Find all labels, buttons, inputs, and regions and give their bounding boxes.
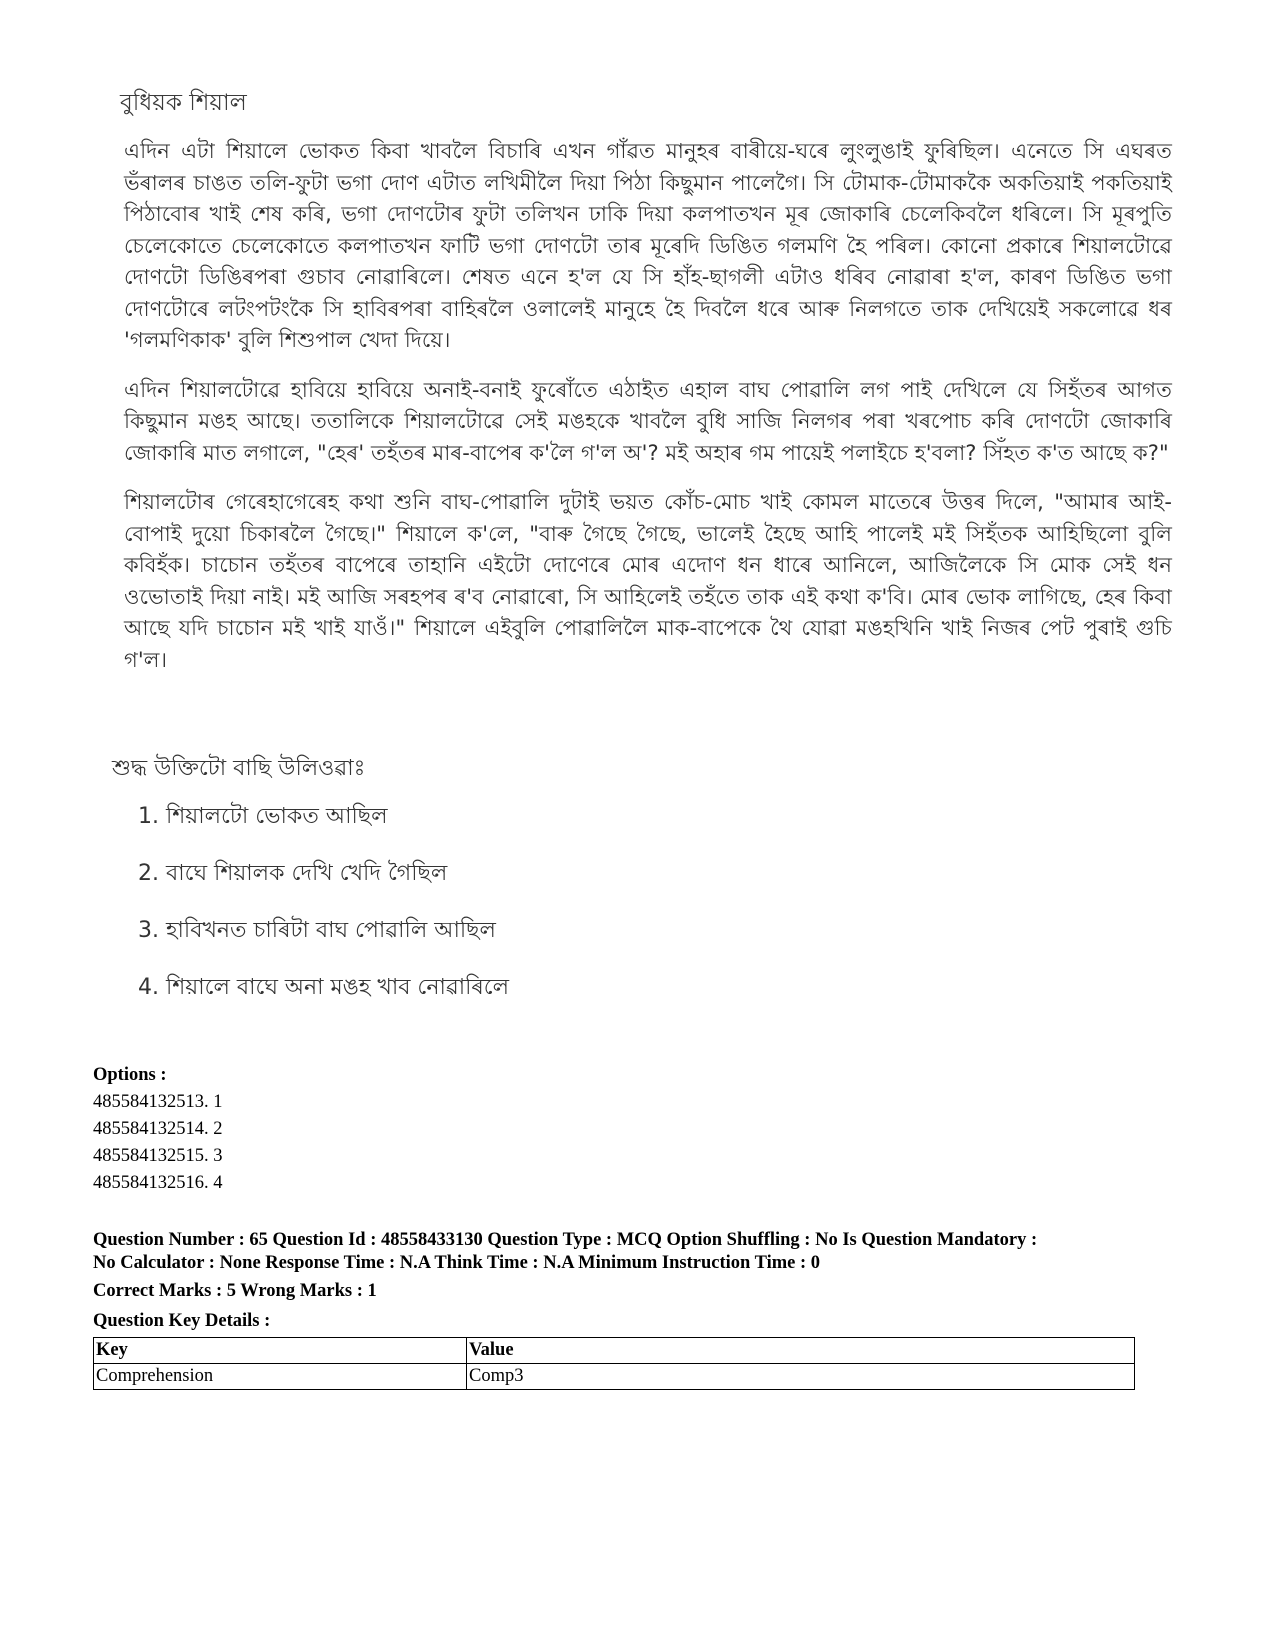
option-item: 485584132514. 2	[93, 1119, 223, 1139]
question-info-line-2: No Calculator : None Response Time : N.A Think Time : N.A Minimum Instruction Time : 0	[93, 1253, 821, 1273]
key-details-table	[93, 1337, 1135, 1390]
statement-item: 2. বাঘে শিয়ালক দেখি খেদি গৈছিল	[138, 861, 448, 886]
statement-item: 1. শিয়ালটো ভোকত আছিল	[138, 804, 388, 829]
option-item: 485584132515. 3	[93, 1146, 223, 1166]
options-label: Options :	[93, 1065, 167, 1085]
statement-list	[112, 802, 1172, 1030]
table-cell-value: Comp3	[467, 1364, 1135, 1390]
statement-item: 3. হাবিখনত চাৰিটা বাঘ পোৱালি আছিল	[138, 918, 496, 943]
story-paragraph-1: এদিন এটা শিয়ালে ভোকত কিবা খাবলৈ বিচাৰি এখন গাঁৱত মানুহৰ বাৰীয়ে-ঘৰে লুংলুঙাই ফুৰিছিল। এনেতে সি এঘৰত ভঁৰালৰ চাঙত তলি-ফুটা ভগা দোণ এটাত লখিমীলৈ দিয়া পিঠা কিছুমান পালেগৈ। সি টোমাক-টোমাককৈ অকতিয়াই পকতিয়াই পিঠাবোৰ খাই শেষ কৰি, ভগা দোণটোৰ ফুটা তলিখন ঢাকি দিয়া কলপাতখন মূৰ জোকাৰি চেলেকিবলৈ ধৰিলে। সি মূৰপুতি চেলেকোতে চেলেকোতে কলপাতখন ফাটি ভগা দোণটো তাৰ মূৰেদি ডিঙিত গলমণি হৈ পৰিল। কোনো প্ৰকাৰে শিয়ালটোৱে দোণটো ডিঙিৰপৰা গুচাব নোৱাৰিলে। শেষত এনে হ'ল যে সি হাঁহ-ছাগলী এটাও ধৰিব নোৱাৰা হ'ল, কাৰণ ডিঙিত ভগা দোণটোৰে লটংপটংকৈ সি হাবিৰপৰা বাহিৰলৈ ওলালেই মানুহে হৈ দিবলৈ ধৰে আৰু নিলগতে তাক দেখিয়েই সকলোৱে ধৰ 'গলমণিকাক' বুলি শিশুপাল খেদা দিয়ে।	[124, 139, 1172, 352]
question-prompt: শুদ্ধ উক্তিটো বাছি উলিওৱাঃ	[112, 756, 366, 781]
scanned-passage-image	[112, 88, 1172, 1030]
story-title: বুধিয়ক শিয়াল	[120, 90, 247, 116]
question-info-line-1: Question Number : 65 Question Id : 48558433130 Question Type : MCQ Option Shuffling : No Is Question Mandatory :	[93, 1230, 1038, 1250]
question-metadata	[93, 1062, 1175, 1390]
question-info	[93, 1229, 1175, 1275]
story-paragraph-3: শিয়ালটোৰ গেৰেহাগেৰেহ কথা শুনি বাঘ-পোৱালি দুটাই ভয়ত কোঁচ-মোচ খাই কোমল মাতেৰে উত্তৰ দিলে, "আমাৰ আই-বোপাই দুয়ো চিকাৰলৈ গৈছে।" শিয়ালে ক'লে, "বাৰু গৈছে গৈছে, ভালেই হৈছে আহি পালেই মই সিহঁতক আহিছিলো বুলি কবিহঁক। চাচোন তহঁতৰ বাপেৰে তাহানি এইটো দোণেৰে মোৰ এদোণ ধন ধাৰে আনিলে, আজিলৈকে সি মোক সেই ধন ওভোতাই দিয়া নাই। মই আজি সৰহপৰ ৰ'ব নোৱাৰো, সি আহিলেই তহঁতে তাক এই কথা ক'বি। মোৰ ভোক লাগিছে, হেৰ কিবা আছে যদি চাচোন মই খাই যাওঁ।" শিয়ালে এইবুলি পোৱালিলৈ মাক-বাপেকে থৈ যোৱা মঙহখিনি খাই নিজৰ পেট পুৰাই গুচি গ'ল।	[124, 490, 1172, 672]
table-header-value: Value	[467, 1338, 1135, 1364]
statement-item: 4. শিয়ালে বাঘে অনা মঙহ খাব নোৱাৰিলে	[138, 975, 510, 1000]
table-cell-key: Comprehension	[94, 1364, 467, 1390]
option-item: 485584132513. 1	[93, 1092, 223, 1112]
table-row	[94, 1364, 1135, 1390]
marks-line: Correct Marks : 5 Wrong Marks : 1	[93, 1281, 377, 1301]
table-header-row	[94, 1338, 1135, 1364]
key-details-label: Question Key Details :	[93, 1311, 271, 1331]
table-header-key: Key	[94, 1338, 467, 1364]
option-item: 485584132516. 4	[93, 1173, 223, 1193]
story-paragraph-2: এদিন শিয়ালটোৱে হাবিয়ে হাবিয়ে অনাই-বনাই ফুৰোঁতে এঠাইত এহাল বাঘ পোৱালি লগ পাই দেখিলে যে সিহঁতৰ আগত কিছুমান মঙহ আছে। ততালিকে শিয়ালটোৱে সেই মঙহকে খাবলৈ বুধি সাজি নিলগৰ পৰা খৰপোচ কৰি দোণটো জোকাৰি জোকাৰি মাত লগালে, "হেৰ' তহঁতৰ মাৰ-বাপেৰ ক'লৈ গ'ল অ'? মই অহাৰ গম পায়েই পলাইচে হ'বলা? সিঁহত ক'ত আছে ক?"	[124, 377, 1172, 465]
